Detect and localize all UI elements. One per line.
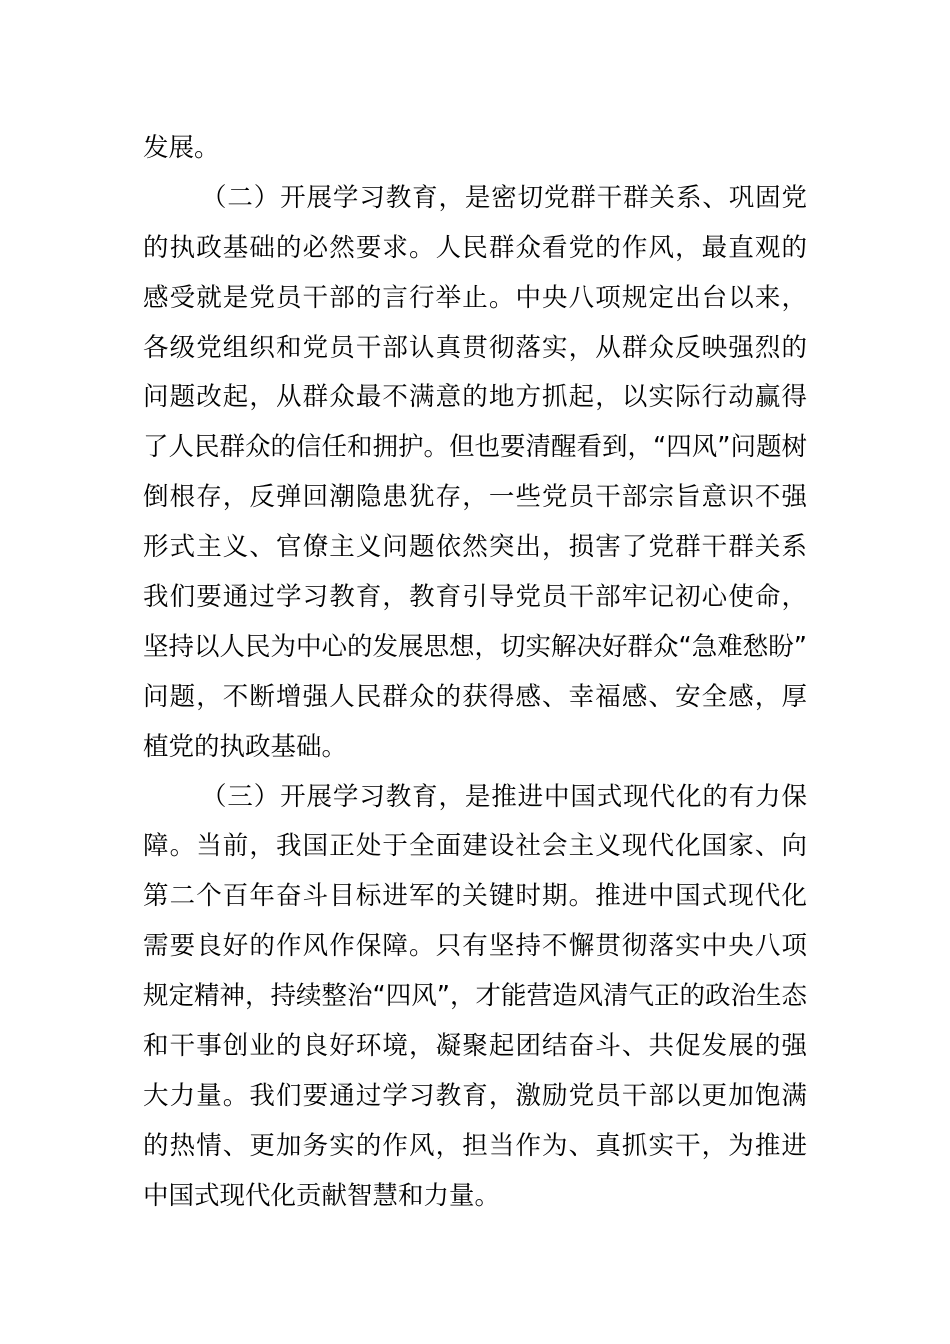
text-line: 第二个百年奋斗目标进军的关键时期。推进中国式现代化 [143, 881, 807, 912]
text-line: 障。当前，我国正处于全面建设社会主义现代化国家、向 [143, 831, 807, 862]
text-line: 我们要通过学习教育，教育引导党员干部牢记初心使命， [143, 582, 807, 613]
text-line: 各级党组织和党员干部认真贯彻落实，从群众反映强烈的 [143, 332, 807, 363]
text-line: 规定精神，持续整治“四风”，才能营造风清气正的政治生态 [143, 981, 807, 1012]
text-line: 问题改起，从群众最不满意的地方抓起，以实际行动赢得 [143, 382, 807, 413]
text-line: 中国式现代化贡献智慧和力量。 [143, 1180, 501, 1211]
text-line: 大力量。我们要通过学习教育，激励党员干部以更加饱满 [143, 1080, 807, 1111]
text-line: 了人民群众的信任和拥护。但也要清醒看到，“四风”问题树 [143, 432, 807, 463]
text-line: 发展。 [143, 133, 220, 163]
text-line: 形式主义、官僚主义问题依然突出，损害了党群干群关系 [143, 532, 807, 563]
text-line: 感受就是党员干部的言行举止。中央八项规定出台以来， [143, 282, 807, 313]
text-line: 的热情、更加务实的作风，担当作为、真抓实干，为推进 [143, 1130, 807, 1161]
text-line: 问题，不断增强人民群众的获得感、幸福感、安全感，厚 [143, 681, 807, 712]
text-line: 植党的执政基础。 [143, 731, 348, 762]
body-text [143, 124, 807, 1222]
text-line: 倒根存，反弹回潮隐患犹存，一些党员干部宗旨意识不强 [143, 482, 807, 513]
paragraph-3-heading-line: （三）开展学习教育，是推进中国式现代化的有力保 [201, 781, 807, 812]
text-line: 需要良好的作风作保障。只有坚持不懈贯彻落实中央八项 [143, 931, 807, 962]
text-line: 的执政基础的必然要求。人民群众看党的作风，最直观的 [143, 232, 807, 263]
text-line: 坚持以人民为中心的发展思想，切实解决好群众“急难愁盼” [143, 631, 807, 662]
paragraph-2-heading-line: （二）开展学习教育，是密切党群干群关系、巩固党 [201, 182, 807, 213]
text-line: 和干事创业的良好环境，凝聚起团结奋斗、共促发展的强 [143, 1031, 807, 1062]
